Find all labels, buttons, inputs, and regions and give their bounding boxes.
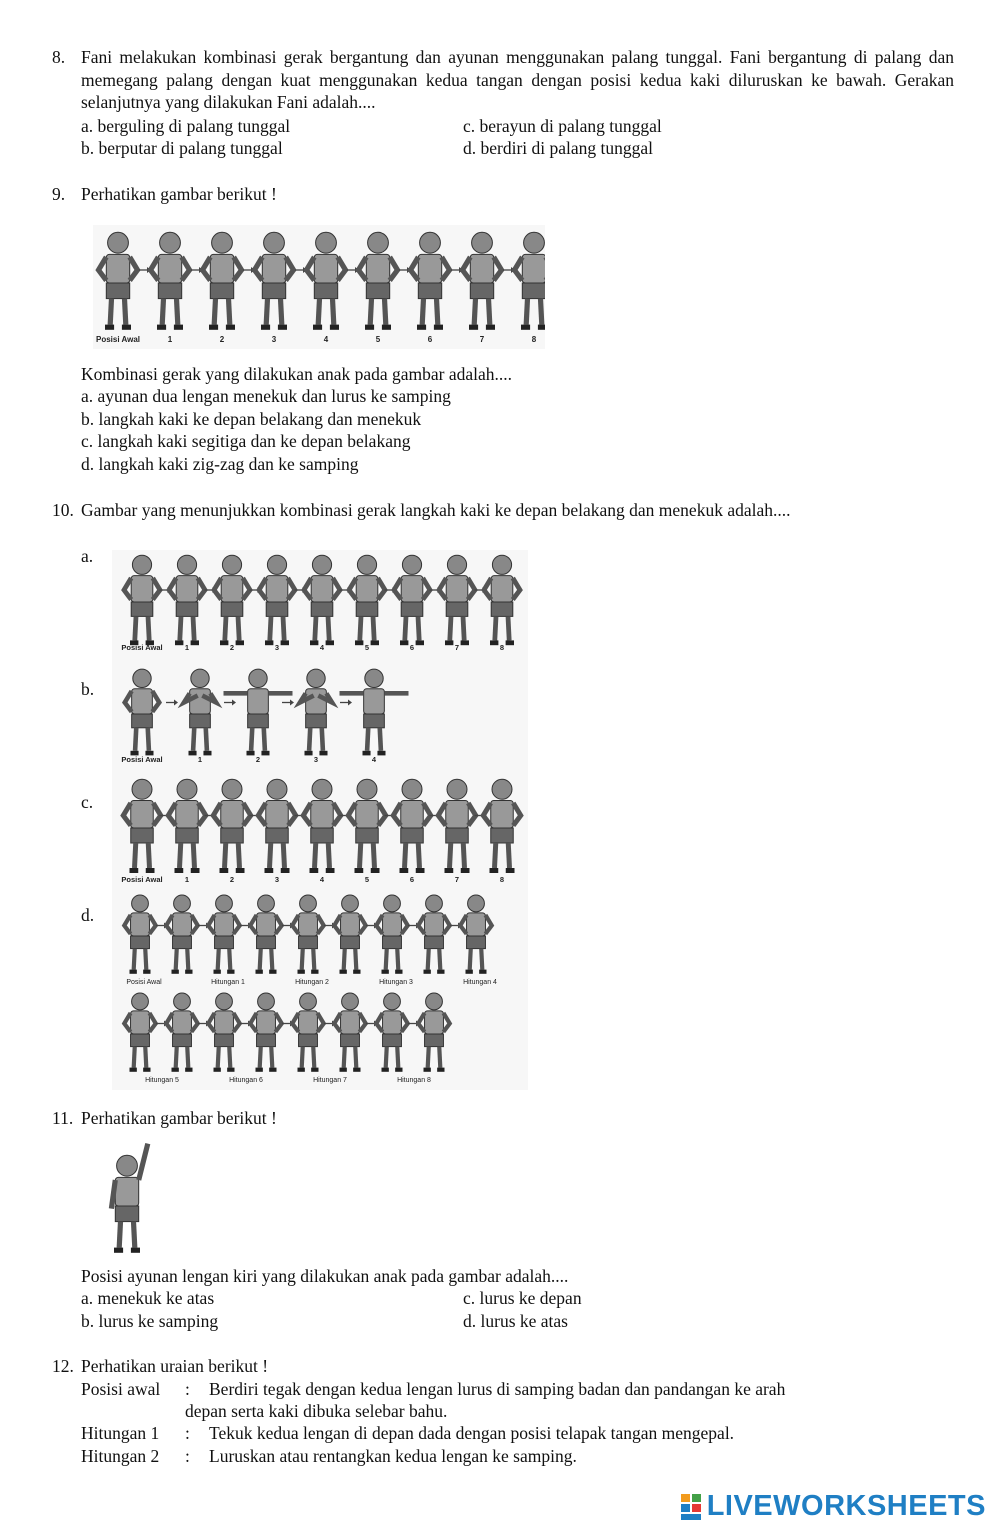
figure-step-label: 1 — [184, 875, 190, 884]
figure-step-label: Posisi Awal — [121, 643, 163, 652]
figure-step-label: 4 — [319, 643, 325, 652]
figure-step-label: 2 — [219, 335, 225, 344]
q9-number: 9. — [52, 184, 66, 204]
kid-figure — [208, 993, 240, 1072]
kid-figure — [124, 993, 156, 1072]
kid-figure — [292, 895, 324, 974]
liveworksheets-logo-icon — [681, 1492, 703, 1522]
figure-step-label: Hitungan 1 — [211, 979, 245, 986]
q11-prompt: Perhatikan gambar berikut ! — [81, 1108, 277, 1128]
q11-option-c: c. lurus ke depan — [463, 1288, 582, 1308]
figure-step-label: 2 — [229, 643, 235, 652]
q12-row-text: Berdiri tegak dengan kedua lengan lurus di samping badan dan pandangan ke arah — [209, 1379, 786, 1399]
arrow-icon — [224, 700, 236, 706]
q11-option-b: b. lurus ke samping — [81, 1311, 219, 1331]
figure-step-label: 3 — [271, 335, 277, 344]
figure-step-label: 6 — [409, 875, 415, 884]
q11-option-a: a. menekuk ke atas — [81, 1288, 215, 1308]
kid-figure — [348, 779, 386, 873]
kid-figure — [418, 895, 450, 974]
figure-step-label: 7 — [454, 875, 460, 884]
figure-step-label: 7 — [454, 643, 460, 652]
arrow-icon — [340, 700, 352, 706]
figure-step-label: 2 — [229, 875, 235, 884]
q11-number: 11. — [52, 1108, 74, 1128]
q9-option-a: a. ayunan dua lengan menekuk dan lurus ke samping — [81, 386, 451, 406]
q12-row-colon: : — [185, 1423, 190, 1443]
figure-step-label: Hitungan 7 — [313, 1077, 347, 1084]
q10-option-d-letter: d. — [81, 905, 95, 925]
q12-row-label: Posisi awal — [81, 1379, 161, 1399]
figure-step-label: 6 — [427, 335, 433, 344]
figure-step-label: Posisi Awal — [121, 875, 163, 884]
kid-figure — [438, 779, 476, 873]
kid-figure — [99, 232, 138, 329]
figure-step-label: 2 — [255, 755, 261, 764]
kid-figure — [258, 779, 296, 873]
kid-figure — [300, 669, 332, 755]
figure-step-label: 5 — [364, 875, 370, 884]
figure-step-label: 1 — [167, 335, 173, 344]
kid-figure — [151, 232, 190, 329]
figure-step-label: 4 — [319, 875, 325, 884]
kid-figure — [208, 895, 240, 974]
q12-row-label: Hitungan 1 — [81, 1423, 160, 1443]
kid-figure — [515, 232, 546, 329]
liveworksheets-logo — [681, 1490, 986, 1523]
q12-number: 12. — [52, 1356, 74, 1376]
q10-text: Gambar yang menunjukkan kombinasi gerak langkah kaki ke depan belakang dan menekuk adalah.... — [81, 500, 791, 520]
kid-figure — [418, 993, 450, 1072]
kid-figure — [439, 555, 475, 645]
q9-option-c: c. langkah kaki segitiga dan ke depan belakang — [81, 431, 411, 451]
kid-figure — [214, 555, 250, 645]
arrow-icon — [166, 700, 178, 706]
q8-option-a: a. berguling di palang tunggal — [81, 116, 291, 136]
q11-option-d: d. lurus ke atas — [463, 1311, 568, 1331]
figure-step-label: 3 — [274, 875, 280, 884]
q8-option-c: c. berayun di palang tunggal — [463, 116, 662, 136]
kid-figure — [340, 669, 409, 755]
kid-figure — [255, 232, 294, 329]
kid-figure — [259, 555, 295, 645]
kid-figure — [411, 232, 450, 329]
kid-figure — [166, 895, 198, 974]
kid-figure — [376, 895, 408, 974]
figure-step-label: 7 — [479, 335, 485, 344]
kid-figure — [334, 895, 366, 974]
kid-figure — [359, 232, 398, 329]
figure-step-label: 3 — [313, 755, 319, 764]
figure-step-label: Hitungan 3 — [379, 979, 413, 986]
q9-question: Kombinasi gerak yang dilakukan anak pada gambar adalah.... — [81, 364, 513, 384]
arrow-icon — [282, 700, 294, 706]
q10-figure-a — [112, 550, 528, 662]
figure-step-label: Posisi Awal — [95, 335, 141, 344]
kid-figure — [213, 779, 251, 873]
q10-figure-d — [112, 888, 528, 1090]
q12-prompt: Perhatikan uraian berikut ! — [81, 1356, 269, 1376]
figure-step-label: 5 — [375, 335, 381, 344]
kid-figure — [224, 669, 293, 755]
figure-step-label: 8 — [499, 875, 505, 884]
liveworksheets-brand: LIVEWORKSHEETS — [706, 1490, 986, 1522]
figure-step-label: Hitungan 4 — [463, 979, 497, 986]
q10-option-c-letter: c. — [81, 792, 94, 812]
kid-figure — [460, 895, 492, 974]
figure-step-label: Hitungan 5 — [145, 1077, 179, 1084]
kid-figure — [168, 779, 206, 873]
kid-figure — [203, 232, 242, 329]
kid-figure — [123, 779, 161, 873]
q9-prompt: Perhatikan gambar berikut ! — [81, 184, 277, 204]
kid-figure — [304, 555, 340, 645]
kid-figure — [111, 1144, 147, 1253]
figure-step-label: Posisi Awal — [126, 979, 162, 986]
kid-figure — [250, 895, 282, 974]
figure-step-label: 4 — [371, 755, 377, 764]
figure-step-label: 4 — [323, 335, 329, 344]
kid-figure — [124, 895, 156, 974]
kid-figure — [184, 669, 216, 755]
kid-figure — [393, 779, 431, 873]
q8-option-d: d. berdiri di palang tunggal — [463, 138, 654, 158]
figure-step-label: Posisi Awal — [121, 755, 163, 764]
figure-step-label: 1 — [197, 755, 203, 764]
kid-figure — [169, 555, 205, 645]
figure-step-label: 6 — [409, 643, 415, 652]
kid-figure — [125, 669, 160, 755]
q12-row-text: Tekuk kedua lengan di depan dada dengan posisi telapak tangan mengepal. — [209, 1423, 735, 1443]
kid-figure — [166, 993, 198, 1072]
figure-step-label: 3 — [274, 643, 280, 652]
q10-number: 10. — [52, 500, 74, 520]
q10-option-b-letter: b. — [81, 679, 95, 699]
q12-row-text-cont: depan serta kaki dibuka selebar bahu. — [185, 1401, 448, 1421]
q8-text: Fani melakukan kombinasi gerak bergantung dan ayunan menggunakan palang tunggal. Fani bergantung di palang dan memegang palang dengan kuat menggunakan kedua tangan dengan posisi kedua kaki diluruskan ke bawah. Gerakan selanjutnya yang dilakukan Fani adalah.... — [81, 47, 954, 112]
q9-figure — [93, 225, 545, 349]
q9-option-b: b. langkah kaki ke depan belakang dan menekuk — [81, 409, 422, 429]
figure-step-label: 5 — [364, 643, 370, 652]
q10-figure-b — [112, 662, 528, 770]
kid-figure — [303, 779, 341, 873]
kid-figure — [250, 993, 282, 1072]
q11-question: Posisi ayunan lengan kiri yang dilakukan anak pada gambar adalah.... — [81, 1266, 569, 1286]
q8-option-b: b. berputar di palang tunggal — [81, 138, 283, 158]
kid-figure — [483, 779, 521, 873]
figure-step-label: Hitungan 2 — [295, 979, 329, 986]
q12-row-label: Hitungan 2 — [81, 1446, 160, 1466]
q12-row-colon: : — [185, 1379, 190, 1399]
kid-figure — [484, 555, 520, 645]
kid-figure — [463, 232, 502, 329]
q10-option-a-letter: a. — [81, 546, 94, 566]
kid-figure — [394, 555, 430, 645]
figure-step-label: Hitungan 8 — [397, 1077, 431, 1084]
q9-option-d: d. langkah kaki zig-zag dan ke samping — [81, 454, 359, 474]
q8-number: 8. — [52, 47, 66, 67]
kid-figure — [307, 232, 346, 329]
kid-figure — [376, 993, 408, 1072]
kid-figure — [292, 993, 324, 1072]
kid-figure — [349, 555, 385, 645]
figure-step-label: Hitungan 6 — [229, 1077, 263, 1084]
figure-step-label: 1 — [184, 643, 190, 652]
q12-row-colon: : — [185, 1446, 190, 1466]
figure-step-label: 8 — [531, 335, 537, 344]
q11-figure — [100, 1134, 158, 1262]
figure-step-label: 8 — [499, 643, 505, 652]
kid-figure — [334, 993, 366, 1072]
q12-row-text: Luruskan atau rentangkan kedua lengan ke samping. — [209, 1446, 577, 1466]
kid-figure — [124, 555, 160, 645]
q10-figure-c — [112, 770, 528, 888]
